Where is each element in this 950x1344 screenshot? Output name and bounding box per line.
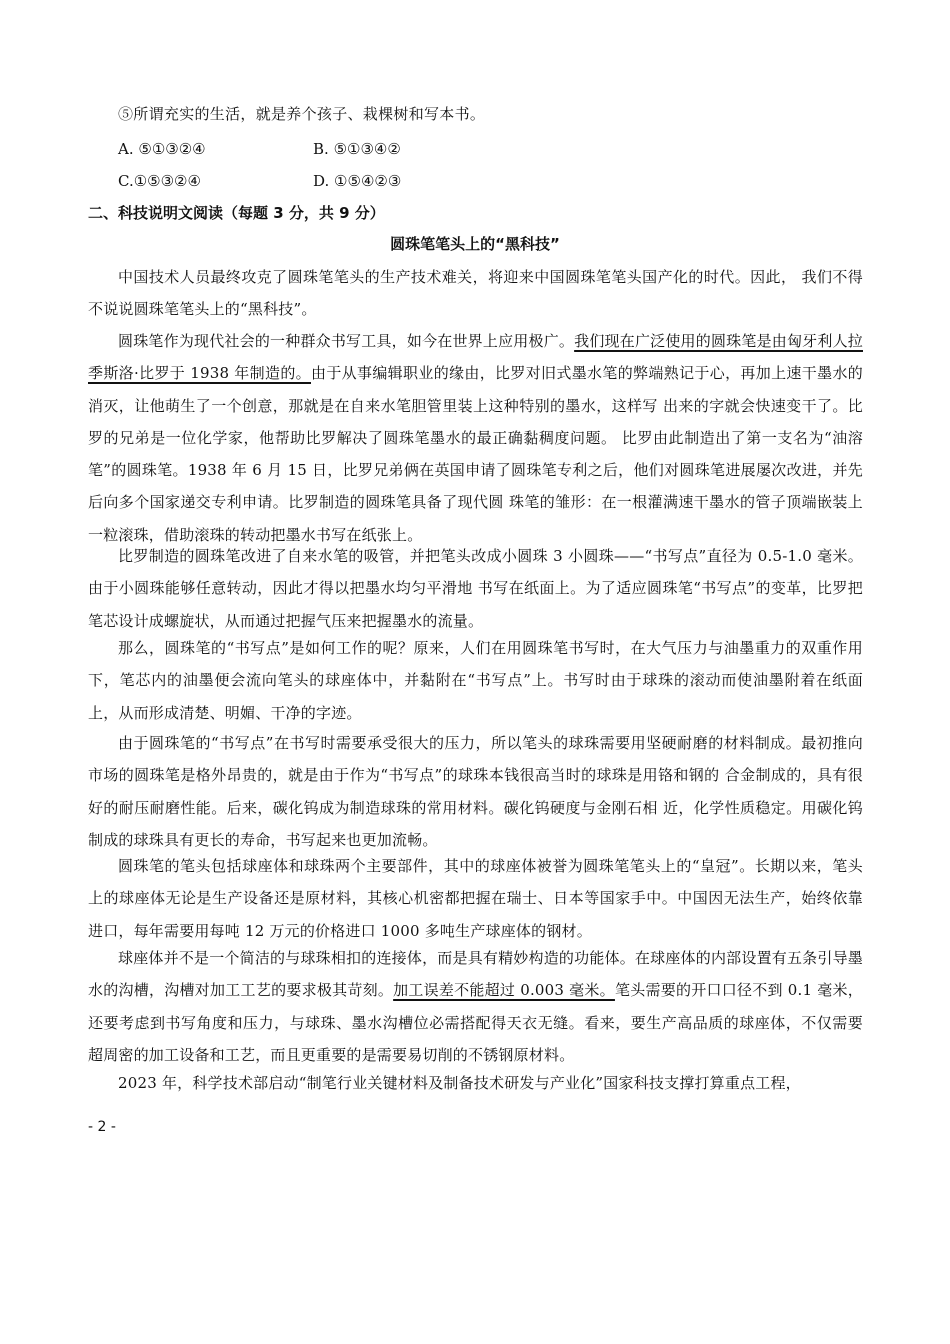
paragraph-5: 由于圆珠笔的“书写点”在书写时需要承受很大的压力，所以笔头的球珠需要用坚硬耐磨的材料制成。最初推向市场的圆珠笔是格外昂贵的，就是由于作为“书写点”的球珠本钱很高当时的球珠是用铬和钢的 合金制成的，具有很好的耐压耐磨性能。后来，碳化钨成为制造球珠的常用材料。碳化钨硬度与金刚石相 近，化学性质稳定。用碳化钨制成的球珠具有更长的寿命，书写起来也更加流畅。	[88, 734, 863, 849]
option-b	[313, 139, 401, 159]
option-a	[118, 139, 206, 159]
option-b-value: ⑤①③④②	[333, 140, 401, 158]
option-c-value: ①⑤③②④	[133, 172, 201, 190]
page-number: - 2 -	[88, 1119, 116, 1135]
option-a-label: A.	[118, 140, 134, 158]
option-d-label: D.	[313, 172, 330, 190]
option-d-value: ①⑤④②③	[334, 172, 402, 190]
paragraph-7-text-b: 笔头需要的开口口径不到 0.1 毫米，还要考虑到书写角度和压力，与球珠、墨水沟槽位必需搭配得天衣无缝。看来，要生产高品质的球座体，不仅需要超周密的加工设备和工艺，而且更重要的是需要易切削的不锈钢原材料。	[88, 981, 863, 1064]
paragraph-4: 那么，圆珠笔的“书写点”是如何工作的呢？原来，人们在用圆珠笔书写时，在大气压力与油墨重力的双重作用下，笔芯内的油墨便会流向笔头的球座体中，并黏附在“书写点”上。书写时由于球珠的滚动而使油墨附着在纸面上，从而形成清楚、明媚、干净的字迹。	[88, 639, 863, 722]
question-item-5: ⑤所谓充实的生活，就是养个孩子、栽棵树和写本书。	[118, 105, 486, 123]
option-b-label: B.	[313, 140, 329, 158]
option-c-label: C.	[118, 172, 134, 190]
article-title: 圆珠笔笔头上的“黑科技”	[390, 235, 560, 253]
paragraph-6: 圆珠笔的笔头包括球座体和球珠两个主要部件，其中的球座体被誉为圆珠笔笔头上的“皇冠”。长期以来，笔头上的球座体无论是生产设备还是原材料，其核心机密都把握在瑞士、日本等国家手中。中国因无法生产，始终依靠进口，每年需要用每吨 12 万元的价格进口 1000 多吨生产球座体的钢材。	[88, 857, 863, 940]
paragraph-7-underlined: 加工误差不能超过 0.003 毫米。	[393, 981, 615, 1000]
option-a-value: ⑤①③②④	[138, 140, 206, 158]
paragraph-7	[88, 942, 863, 1071]
section-heading: 二、科技说明文阅读（每题 3 分，共 9 分）	[88, 204, 385, 222]
paragraph-2-underlined: 我们现在广泛使用的圆珠笔是由匈牙利人拉季斯洛·比罗于 1938 年制造的。	[88, 332, 863, 383]
paragraph-8: 2023 年，科学技术部启动“制笔行业关键材料及制备技术研发与产业化”国家科技支撑打算重点工程，	[118, 1074, 801, 1092]
paragraph-3: 比罗制造的圆珠笔改进了自来水笔的吸管，并把笔头改成小圆珠 3 小圆珠——“书写点”直径为 0.5-1.0 毫米。 由于小圆珠能够任意转动，因此才得以把墨水均匀平滑地 书写在纸面上。为了适应圆珠笔“书写点”的变革，比罗把笔芯设计成螺旋状，从而通过把握气压来把握墨水的流量。	[88, 547, 863, 630]
paragraph-2-text-a: 圆珠笔作为现代社会的一种群众书写工具，如今在世界上应用极广。	[118, 332, 575, 350]
paragraph-7-text-a: 球座体并不是一个简洁的与球珠相扣的连接体，而是具有精妙构造的功能体。在球座体的内部设置有五条引导墨水的沟槽，沟槽对加工工艺的要求极其苛刻。	[88, 949, 863, 1000]
option-d	[313, 171, 401, 191]
paragraph-2-text-b: 由于从事编辑职业的缘由，比罗对旧式墨水笔的弊端熟记于心，再加上速干墨水的消灭，让他萌生了一个创意，那就是在自来水笔胆管里装上这种特别的墨水，这样写 出来的字就会快速变干了。比罗的兄弟是一位化学家，他帮助比罗解决了圆珠笔墨水的最正确黏稠度问题。 比罗由此制造出了第一支名为“油溶笔”的圆珠笔。1938 年 6 月 15 日，比罗兄弟俩在英国申请了圆珠笔专利之后，他们对圆珠笔进展屡次改进，并先后向多个国家递交专利申请。比罗制造的圆珠笔具备了现代圆 珠笔的雏形：在一根灌满速干墨水的管子顶端嵌装上一粒滚珠，借助滚珠的转动把墨水书写在纸张上。	[88, 364, 863, 544]
paragraph-1: 中国技术人员最终攻克了圆珠笔笔头的生产技术难关，将迎来中国圆珠笔笔头国产化的时代。因此， 我们不得不说说圆珠笔笔头上的“黑科技”。	[88, 268, 863, 319]
paragraph-2	[88, 325, 863, 551]
option-c	[118, 171, 201, 191]
